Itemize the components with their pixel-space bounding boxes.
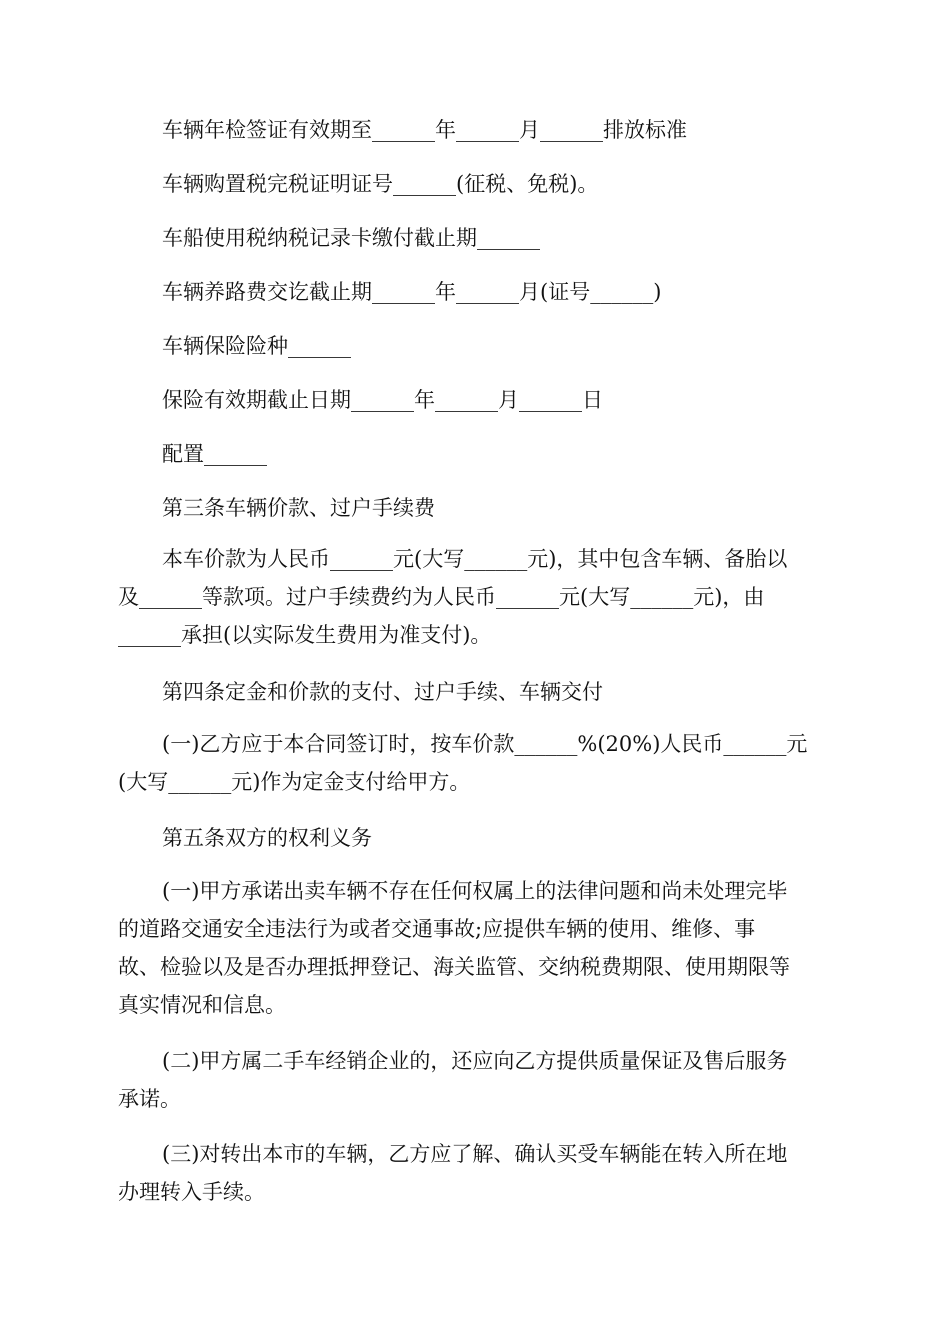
paragraph-rights-3: [118, 1135, 787, 1211]
paragraph-line: (一)甲方承诺出卖车辆不存在任何权属上的法律问题和尚未处理完毕: [162, 879, 788, 903]
heading-article-5: 第五条双方的权利义务: [162, 826, 372, 850]
paragraph-line: ______承担(以实际发生费用为准支付)。: [118, 623, 492, 647]
paragraph-line: 的道路交通安全违法行为或者交通事故;应提供车辆的使用、维修、事: [118, 917, 756, 941]
paragraph-line: (三)对转出本市的车辆，乙方应了解、确认买受车辆能在转入所在地: [162, 1142, 788, 1166]
paragraph-line: (大写______元)作为定金支付给甲方。: [118, 770, 471, 794]
paragraph-line: 及______等款项。过户手续费约为人民币______元(大写______元)，由: [118, 585, 765, 609]
heading-article-4: 第四条定金和价款的支付、过户手续、车辆交付: [162, 680, 603, 704]
paragraph-rights-2: [118, 1042, 787, 1118]
field-line-inspection: 车辆年检签证有效期至______年______月______排放标准: [162, 118, 687, 142]
paragraph-line: 本车价款为人民币______元(大写______元)，其中包含车辆、备胎以: [162, 547, 788, 571]
paragraph-price: [118, 540, 787, 654]
field-line-configuration: 配置______: [162, 442, 267, 466]
paragraph-rights-1: [118, 872, 790, 1024]
field-line-vessel-tax: 车船使用税纳税记录卡缴付截止期______: [162, 226, 540, 250]
field-line-purchase-tax: 车辆购置税完税证明证号______(征税、免税)。: [162, 172, 599, 196]
heading-article-3: 第三条车辆价款、过户手续费: [162, 496, 435, 520]
paragraph-line: 办理转入手续。: [118, 1180, 265, 1204]
paragraph-line: 真实情况和信息。: [118, 993, 286, 1017]
field-line-road-fee: 车辆养路费交讫截止期______年______月(证号______): [162, 280, 662, 304]
field-line-insurance-type: 车辆保险险种______: [162, 334, 351, 358]
paragraph-line: (二)甲方属二手车经销企业的，还应向乙方提供质量保证及售后服务: [162, 1049, 788, 1073]
paragraph-deposit: [118, 725, 807, 801]
paragraph-line: (一)乙方应于本合同签订时，按车价款______%(20%)人民币______元: [162, 732, 808, 756]
paragraph-line: 故、检验以及是否办理抵押登记、海关监管、交纳税费期限、使用期限等: [118, 955, 790, 979]
paragraph-line: 承诺。: [118, 1087, 181, 1111]
field-line-insurance-expiry: 保险有效期截止日期______年______月______日: [162, 388, 603, 412]
